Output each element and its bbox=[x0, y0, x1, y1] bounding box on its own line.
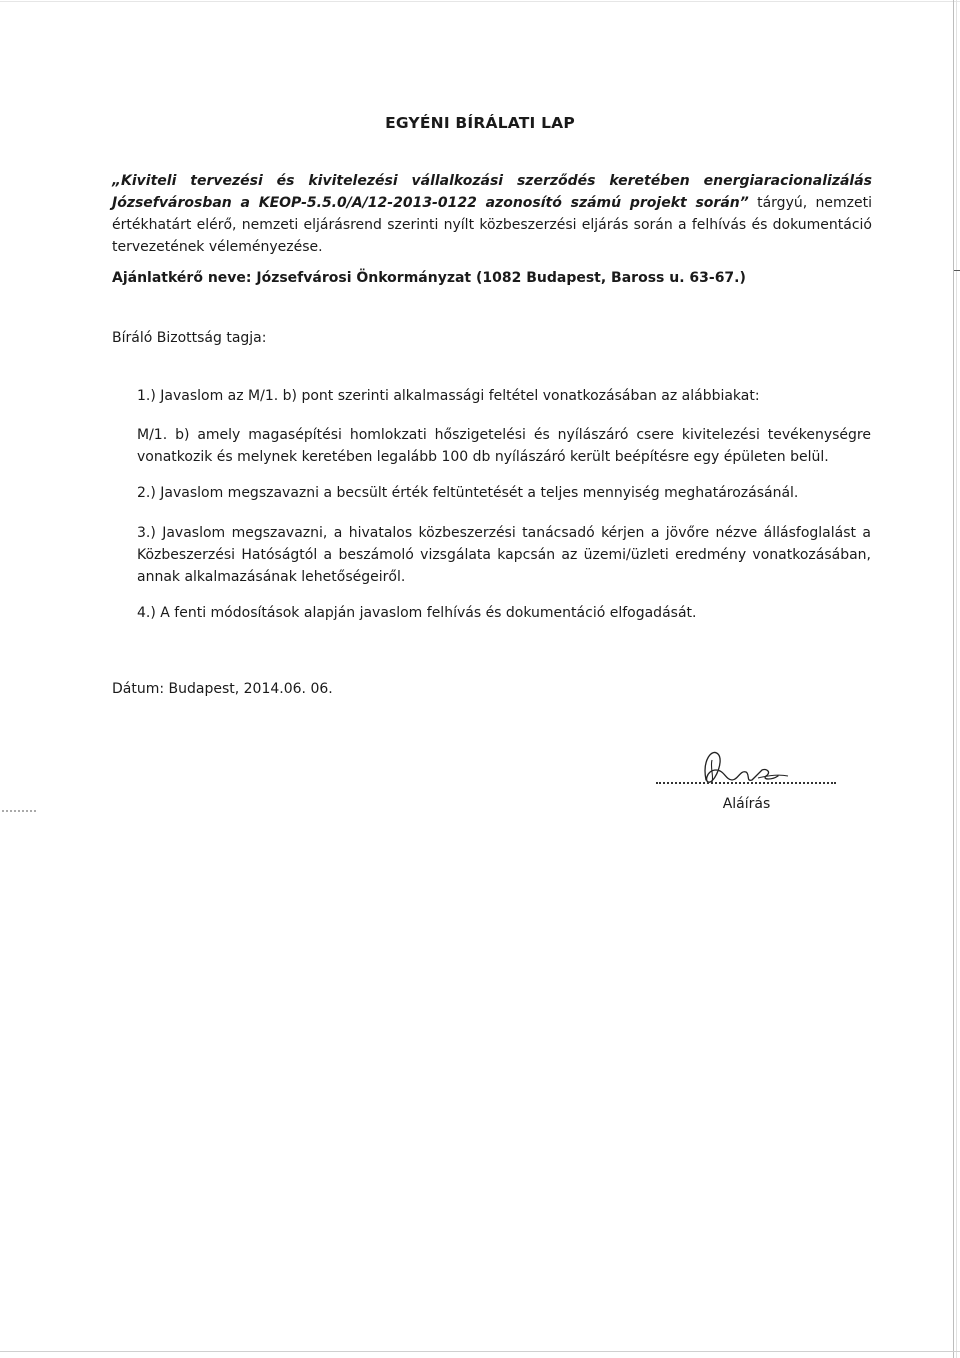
point-3: 3.) Javaslom megszavazni, a hivatalos közbeszerzési tanácsadó kérjen a jövőre nézve állásfoglalást a Közbeszerzési Hatóságtól a beszámoló vizsgálata kapcsán az üzemi/üzleti eredmény vonatkozásában, annak alkalmazásának lehetőségeiről. bbox=[137, 525, 871, 585]
intro-text: tárgyú, nemzeti értékhatárt elérő, nemzeti eljárásrend szerinti nyílt közbeszerzési eljárás során a felhívás és dokumentáció tervezetének véleményezése. bbox=[112, 195, 872, 255]
margin-tick-mark bbox=[954, 270, 960, 271]
scan-edge-right-inner bbox=[956, 0, 957, 1358]
scan-edge-top bbox=[0, 1, 960, 2]
client-name: Ajánlatkérő neve: Józsefvárosi Önkormányzat (1082 Budapest, Baross u. 63-67.) bbox=[112, 270, 746, 286]
document-title: EGYÉNI BÍRÁLATI LAP bbox=[385, 114, 575, 132]
signature-drawing bbox=[654, 740, 839, 800]
point-4: 4.) A fenti módosítások alapján javaslom felhívás és dokumentáció elfogadását. bbox=[137, 605, 697, 621]
document-date: Dátum: Budapest, 2014.06. 06. bbox=[112, 681, 333, 697]
scan-edge-right bbox=[953, 0, 954, 1358]
point-1-detail: M/1. b) amely magasépítési homlokzati hőszigetelési és nyílászáró csere kivitelezési tevékenységre vonatkozik és melynek keretében legalább 100 db nyílászáró került beépítésre egy épületen belül. bbox=[137, 427, 871, 465]
project-name: „Kiviteli tervezési és kivitelezési vállalkozási szerződés keretében energiaracionalizálás Józsefvárosban a KEOP-5.5.0/A/12-2013-0122 azonosító számú projekt során” bbox=[112, 173, 872, 211]
point-1: 1.) Javaslom az M/1. b) pont szerinti alkalmassági feltétel vonatkozásában az alábbiakat: bbox=[137, 388, 760, 404]
signature-line bbox=[656, 782, 836, 784]
scan-artifact bbox=[2, 810, 38, 812]
signature-label: Aláírás bbox=[722, 796, 771, 812]
intro-paragraph bbox=[112, 170, 872, 258]
scan-edge-bottom bbox=[0, 1351, 960, 1352]
point-2: 2.) Javaslom megszavazni a becsült érték feltüntetését a teljes mennyiség meghatározásánál. bbox=[137, 485, 799, 501]
committee-member-label: Bíráló Bizottság tagja: bbox=[112, 330, 267, 346]
